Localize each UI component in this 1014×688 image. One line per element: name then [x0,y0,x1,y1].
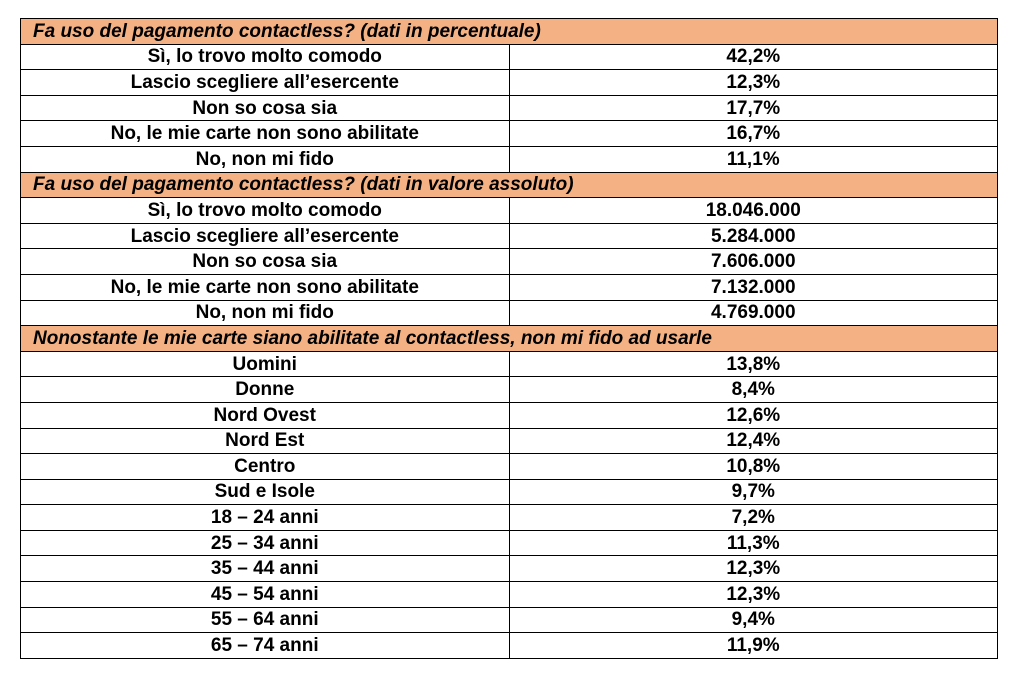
row-value: 9,4% [509,607,998,633]
row-label: Uomini [21,351,510,377]
table-row [21,402,998,428]
row-label: Sì, lo trovo molto comodo [21,198,510,224]
row-value: 42,2% [509,44,998,70]
row-value: 12,3% [509,70,998,96]
table-row [21,223,998,249]
section-title: Fa uso del pagamento contactless? (dati in valore assoluto) [21,172,998,198]
row-label: 55 – 64 anni [21,607,510,633]
row-value: 7.132.000 [509,274,998,300]
row-label: Donne [21,377,510,403]
row-value: 11,9% [509,633,998,659]
section-title: Nonostante le mie carte siano abilitate al contactless, non mi fido ad usarle [21,326,998,352]
table-row [21,530,998,556]
table-row [21,146,998,172]
row-value: 11,1% [509,146,998,172]
row-value: 8,4% [509,377,998,403]
table-row [21,377,998,403]
row-label: No, non mi fido [21,300,510,326]
row-value: 10,8% [509,454,998,480]
section-title: Fa uso del pagamento contactless? (dati in percentuale) [21,19,998,45]
row-label: 45 – 54 anni [21,582,510,608]
row-label: Sì, lo trovo molto comodo [21,44,510,70]
section-header-row [21,172,998,198]
table-row [21,505,998,531]
row-label: Sud e Isole [21,479,510,505]
table-row [21,556,998,582]
row-label: Nord Ovest [21,402,510,428]
table-row [21,249,998,275]
table-row [21,633,998,659]
table-row [21,198,998,224]
row-label: 35 – 44 anni [21,556,510,582]
table-row [21,70,998,96]
row-value: 4.769.000 [509,300,998,326]
row-value: 12,4% [509,428,998,454]
table-row [21,428,998,454]
row-label: 65 – 74 anni [21,633,510,659]
row-value: 13,8% [509,351,998,377]
row-value: 12,3% [509,582,998,608]
row-label: Lascio scegliere all’esercente [21,223,510,249]
table-row [21,95,998,121]
table-row [21,454,998,480]
table-row [21,582,998,608]
row-value: 11,3% [509,530,998,556]
row-value: 7,2% [509,505,998,531]
row-value: 18.046.000 [509,198,998,224]
table-row [21,44,998,70]
row-value: 7.606.000 [509,249,998,275]
row-value: 5.284.000 [509,223,998,249]
row-value: 9,7% [509,479,998,505]
table-row [21,479,998,505]
row-label: Non so cosa sia [21,95,510,121]
row-label: Non so cosa sia [21,249,510,275]
row-label: No, non mi fido [21,146,510,172]
section-header-row [21,326,998,352]
survey-table-body [21,19,998,659]
table-row [21,274,998,300]
row-value: 16,7% [509,121,998,147]
table-row [21,300,998,326]
row-label: No, le mie carte non sono abilitate [21,121,510,147]
row-label: Lascio scegliere all’esercente [21,70,510,96]
table-row [21,351,998,377]
row-value: 12,6% [509,402,998,428]
section-header-row [21,19,998,45]
row-label: Nord Est [21,428,510,454]
table-row [21,607,998,633]
row-value: 12,3% [509,556,998,582]
row-value: 17,7% [509,95,998,121]
contactless-survey-table [20,18,998,659]
table-row [21,121,998,147]
row-label: 25 – 34 anni [21,530,510,556]
row-label: 18 – 24 anni [21,505,510,531]
row-label: No, le mie carte non sono abilitate [21,274,510,300]
row-label: Centro [21,454,510,480]
